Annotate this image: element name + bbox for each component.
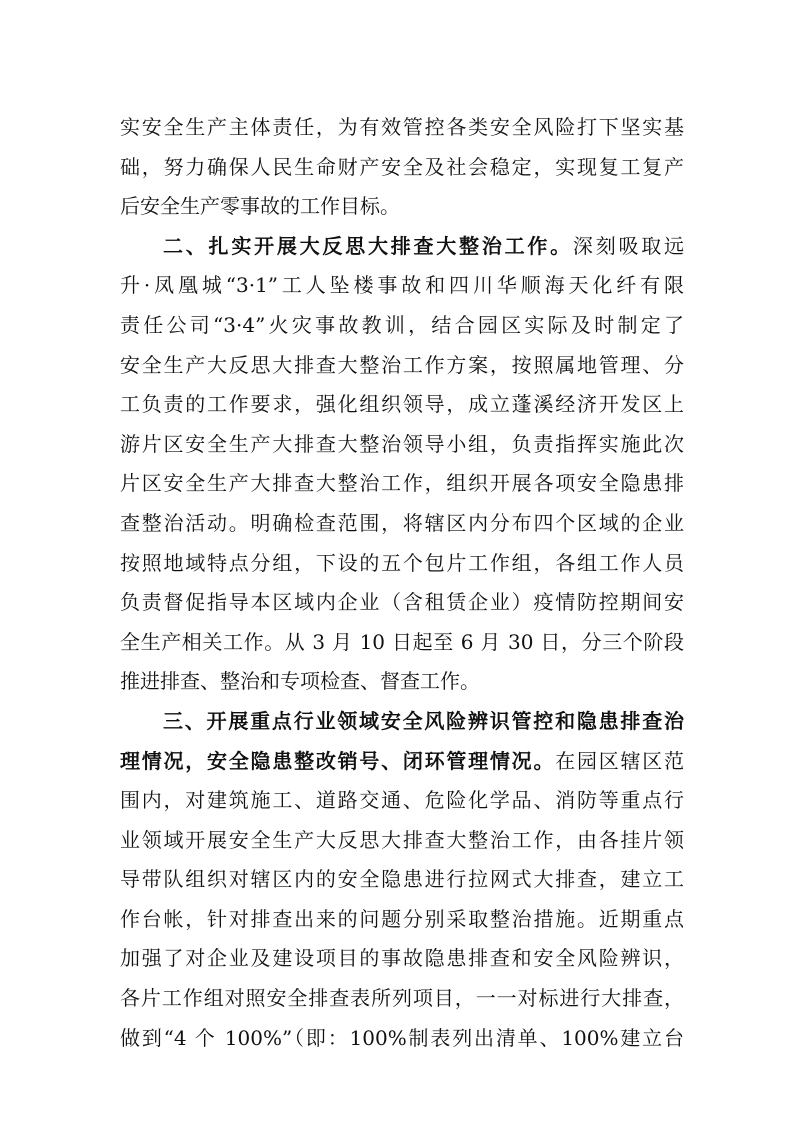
text-line <box>120 702 684 742</box>
text-line <box>120 900 684 940</box>
text-line <box>120 306 684 346</box>
body-text: 围内，对建筑施工、道路交通、危险化学品、消防等重点行 <box>120 788 684 813</box>
body-text: 责任公司“3·4”火灾事故教训，结合园区实际及时制定了 <box>120 312 684 337</box>
text-line <box>120 939 684 979</box>
text-line <box>120 464 684 504</box>
body-text: 后安全生产零事故的工作目标。 <box>120 194 400 219</box>
section-heading: 二、扎实开展大反思大排查大整治工作。 <box>163 233 573 258</box>
body-text: 加强了对企业及建设项目的事故隐患排查和安全风险辨识， <box>120 946 684 971</box>
body-text: 工负责的工作要求，强化组织领导，成立蓬溪经济开发区上 <box>120 392 684 417</box>
body-text: 础，努力确保人民生命财产安全及社会稳定，实现复工复产 <box>120 154 684 179</box>
text-line <box>120 108 684 148</box>
text-line <box>120 662 684 702</box>
text-line <box>120 1019 684 1059</box>
section-heading: 理情况，安全隐患整改销号、闭环管理情况。 <box>120 748 556 773</box>
body-text: 导带队组织对辖区内的安全隐患进行拉网式大排查，建立工 <box>120 867 684 892</box>
text-line <box>120 742 684 782</box>
text-line <box>120 425 684 465</box>
body-text: 在园区辖区范 <box>555 748 685 773</box>
text-line <box>120 544 684 584</box>
body-text: 做到“4 个 100%”（即：100%制表列出清单、100%建立台 <box>120 1025 684 1050</box>
body-text: 安全生产大反思大排查大整治工作方案，按照属地管理、分 <box>120 352 684 377</box>
body-text: 业领域开展安全生产大反思大排查大整治工作，由各挂片领 <box>120 827 684 852</box>
section-heading: 三、开展重点行业领域安全风险辨识管控和隐患排查治 <box>163 708 684 733</box>
text-line <box>120 504 684 544</box>
text-line <box>120 187 684 227</box>
body-text: 全生产相关工作。从 3 月 10 日起至 6 月 30 日，分三个阶段 <box>120 629 684 654</box>
text-line <box>120 266 684 306</box>
text-line <box>120 227 684 267</box>
body-text: 负责督促指导本区域内企业（含租赁企业）疫情防控期间安 <box>120 590 684 615</box>
body-text: 游片区安全生产大排查大整治领导小组，负责指挥实施此次 <box>120 431 684 456</box>
body-text: 升·凤凰城“3·1”工人坠楼事故和四川华顺海天化纤有限 <box>120 273 684 298</box>
body-text: 各片工作组对照安全排查表所列项目，一一对标进行大排查， <box>120 986 684 1011</box>
body-text: 实安全生产主体责任，为有效管控各类安全风险打下坚实基 <box>120 115 684 139</box>
document-page <box>120 108 684 1058</box>
text-line <box>120 148 684 188</box>
text-line <box>120 979 684 1019</box>
body-text: 作台帐，针对排查出来的问题分别采取整治措施。近期重点 <box>120 906 684 931</box>
text-line <box>120 623 684 663</box>
body-text: 片区安全生产大排查大整治工作，组织开展各项安全隐患排 <box>120 471 684 496</box>
body-text: 深刻吸取远 <box>572 233 685 258</box>
text-line <box>120 781 684 821</box>
text-line <box>120 583 684 623</box>
body-text: 按照地域特点分组，下设的五个包片工作组，各组工作人员 <box>120 550 684 575</box>
text-line <box>120 860 684 900</box>
text-line <box>120 821 684 861</box>
text-line <box>120 385 684 425</box>
body-text: 推进排查、整治和专项检查、督查工作。 <box>120 669 480 694</box>
body-text: 查整治活动。明确检查范围，将辖区内分布四个区域的企业 <box>120 510 684 535</box>
text-line <box>120 346 684 386</box>
